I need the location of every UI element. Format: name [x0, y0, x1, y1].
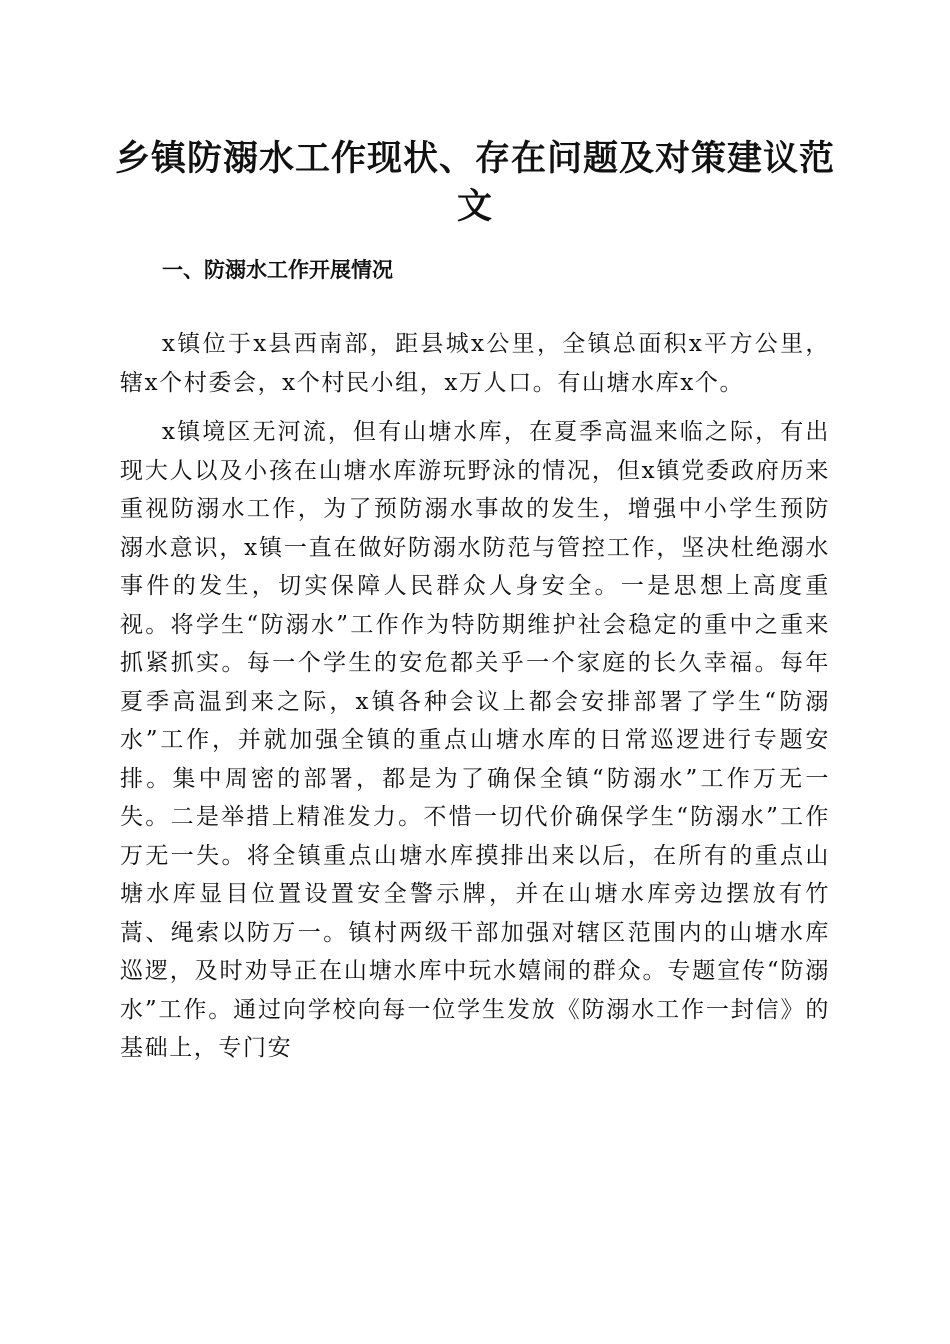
body-paragraph: x镇境区无河流，但有山塘水库，在夏季高温来临之际，有出现大人以及小孩在山塘水库游玩野泳的情况，但x镇党委政府历来重视防溺水工作，为了预防溺水事故的发生，增强中小学生预防溺水意识，x镇一直在做好防溺水防范与管控工作，坚决杜绝溺水事件的发生，切实保障人民群众人身安全。一是思想上高度重视。将学生“防溺水”工作作为特防期维护社会稳定的重中之重来抓紧抓实。每一个学生的安危都关乎一个家庭的长久幸福。每年夏季高温到来之际，x镇各种会议上都会安排部署了学生“防溺水”工作，并就加强全镇的重点山塘水库的日常巡逻进行专题安排。集中周密的部署，都是为了确保全镇“防溺水”工作万无一失。二是举措上精准发力。不惜一切代价确保学生“防溺水”工作万无一失。将全镇重点山塘水库摸排出来以后，在所有的重点山塘水库显目位置设置安全警示牌，并在山塘水库旁边摆放有竹蒿、绳索以防万一。镇村两级干部加强对辖区范围内的山塘水库巡逻，及时劝导正在山塘水库中玩水嬉闹的群众。专题宣传“防溺水”工作。通过向学校向每一位学生发放《防溺水工作一封信》的基础上，专门安 — [120, 419, 830, 1061]
document-title: 乡镇防溺水工作现状、存在问题及对策建议范文 — [114, 138, 835, 227]
section-heading: 一、防溺水工作开展情况 — [162, 258, 393, 282]
body-paragraph: x镇位于x县西南部，距县城x公里，全镇总面积x平方公里，辖x个村委会，x个村民小组，x万人口。有山塘水库x个。 — [120, 331, 830, 396]
